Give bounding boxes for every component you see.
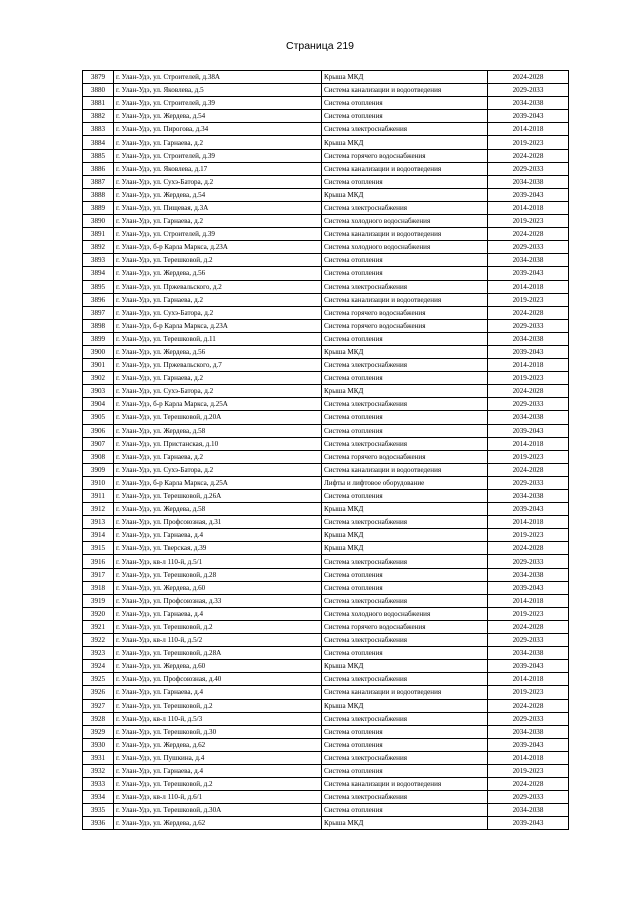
period-cell: 2014-2018	[488, 594, 569, 607]
address-cell: г. Улан-Удэ, ул. Жердева, д.54	[114, 110, 322, 123]
row-number: 3911	[83, 490, 114, 503]
row-number: 3930	[83, 738, 114, 751]
address-cell: г. Улан-Удэ, ул. Гарнаева, д.2	[114, 293, 322, 306]
period-cell: 2039-2043	[488, 738, 569, 751]
address-cell: г. Улан-Удэ, ул. Гарнаева, д.2	[114, 450, 322, 463]
table-row	[83, 241, 569, 254]
system-cell: Система электроснабжения	[322, 516, 488, 529]
address-cell: г. Улан-Удэ, ул. Тверская, д.39	[114, 542, 322, 555]
row-number: 3891	[83, 228, 114, 241]
system-cell: Система отопления	[322, 424, 488, 437]
address-cell: г. Улан-Удэ, ул. Жердева, д.62	[114, 817, 322, 830]
address-cell: г. Улан-Удэ, ул. Гарнаева, д.4	[114, 607, 322, 620]
row-number: 3892	[83, 241, 114, 254]
system-cell: Система канализации и водоотведения	[322, 228, 488, 241]
address-cell: г. Улан-Удэ, ул. Терешковой, д.2	[114, 778, 322, 791]
address-cell: г. Улан-Удэ, ул. Терешковой, д.2	[114, 620, 322, 633]
row-number: 3934	[83, 791, 114, 804]
address-cell: г. Улан-Удэ, ул. Терешковой, д.30	[114, 725, 322, 738]
page-title: Страница 219	[285, 40, 355, 52]
row-number: 3926	[83, 686, 114, 699]
row-number: 3898	[83, 319, 114, 332]
table-row	[83, 175, 569, 188]
address-cell: г. Улан-Удэ, б-р Карла Маркса, д.25А	[114, 398, 322, 411]
table-row	[83, 647, 569, 660]
row-number: 3932	[83, 764, 114, 777]
period-cell: 2034-2038	[488, 332, 569, 345]
address-cell: г. Улан-Удэ, ул. Гарнаева, д.2	[114, 136, 322, 149]
table-row	[83, 634, 569, 647]
table-row	[83, 332, 569, 345]
period-cell: 2029-2033	[488, 241, 569, 254]
row-number: 3899	[83, 332, 114, 345]
row-number: 3889	[83, 201, 114, 214]
address-cell: г. Улан-Удэ, ул. Яковлева, д.5	[114, 84, 322, 97]
row-number: 3915	[83, 542, 114, 555]
row-number: 3880	[83, 84, 114, 97]
system-cell: Лифты и лифтовое оборудование	[322, 476, 488, 489]
row-number: 3931	[83, 751, 114, 764]
table-row	[83, 84, 569, 97]
address-cell: г. Улан-Удэ, ул. Терешковой, д.28	[114, 568, 322, 581]
table-row	[83, 817, 569, 830]
address-cell: г. Улан-Удэ, ул. Гарнаева, д.2	[114, 372, 322, 385]
address-cell: г. Улан-Удэ, ул. Гарнаева, д.2	[114, 215, 322, 228]
system-cell: Система горячего водоснабжения	[322, 450, 488, 463]
table-row	[83, 542, 569, 555]
period-cell: 2039-2043	[488, 581, 569, 594]
table-row	[83, 136, 569, 149]
period-cell: 2034-2038	[488, 97, 569, 110]
period-cell: 2014-2018	[488, 359, 569, 372]
system-cell: Крыша МКД	[322, 136, 488, 149]
address-cell: г. Улан-Удэ, ул. Жердева, д.62	[114, 738, 322, 751]
system-cell: Система горячего водоснабжения	[322, 620, 488, 633]
table-row	[83, 319, 569, 332]
table-row	[83, 450, 569, 463]
table-row	[83, 607, 569, 620]
table-body	[83, 71, 569, 830]
system-cell: Система электроснабжения	[322, 555, 488, 568]
system-cell: Система отопления	[322, 411, 488, 424]
period-cell: 2039-2043	[488, 424, 569, 437]
row-number: 3903	[83, 385, 114, 398]
row-number: 3904	[83, 398, 114, 411]
period-cell: 2014-2018	[488, 516, 569, 529]
system-cell: Система электроснабжения	[322, 123, 488, 136]
system-cell: Система отопления	[322, 490, 488, 503]
table-row	[83, 503, 569, 516]
system-cell: Система горячего водоснабжения	[322, 149, 488, 162]
table-row	[83, 201, 569, 214]
table-row	[83, 686, 569, 699]
address-cell: г. Улан-Удэ, ул. Сухэ-Батора, д.2	[114, 463, 322, 476]
system-cell: Система холодного водоснабжения	[322, 241, 488, 254]
row-number: 3888	[83, 188, 114, 201]
row-number: 3893	[83, 254, 114, 267]
row-number: 3916	[83, 555, 114, 568]
system-cell: Крыша МКД	[322, 345, 488, 358]
system-cell: Крыша МКД	[322, 817, 488, 830]
system-cell: Система электроснабжения	[322, 594, 488, 607]
table-row	[83, 751, 569, 764]
row-number: 3921	[83, 620, 114, 633]
period-cell: 2034-2038	[488, 804, 569, 817]
table-row	[83, 490, 569, 503]
system-cell: Система отопления	[322, 332, 488, 345]
address-cell: г. Улан-Удэ, ул. Строителей, д.39	[114, 149, 322, 162]
period-cell: 2019-2023	[488, 686, 569, 699]
system-cell: Система отопления	[322, 804, 488, 817]
address-cell: г. Улан-Удэ, ул. Строителей, д.38А	[114, 71, 322, 84]
period-cell: 2019-2023	[488, 136, 569, 149]
system-cell: Система электроснабжения	[322, 359, 488, 372]
address-cell: г. Улан-Удэ, кв-л 110-й, д.5/2	[114, 634, 322, 647]
row-number: 3909	[83, 463, 114, 476]
table-row	[83, 188, 569, 201]
address-cell: г. Улан-Удэ, ул. Терешковой, д.2	[114, 699, 322, 712]
period-cell: 2039-2043	[488, 110, 569, 123]
period-cell: 2034-2038	[488, 254, 569, 267]
period-cell: 2024-2028	[488, 149, 569, 162]
address-cell: г. Улан-Удэ, ул. Жердева, д.60	[114, 660, 322, 673]
system-cell: Система канализации и водоотведения	[322, 84, 488, 97]
system-cell: Система электроснабжения	[322, 634, 488, 647]
period-cell: 2039-2043	[488, 503, 569, 516]
row-number: 3912	[83, 503, 114, 516]
row-number: 3883	[83, 123, 114, 136]
period-cell: 2024-2028	[488, 542, 569, 555]
period-cell: 2019-2023	[488, 607, 569, 620]
row-number: 3896	[83, 293, 114, 306]
address-cell: г. Улан-Удэ, ул. Гарнаева, д.4	[114, 529, 322, 542]
address-cell: г. Улан-Удэ, кв-л 110-й, д.5/3	[114, 712, 322, 725]
row-number: 3907	[83, 437, 114, 450]
address-cell: г. Улан-Удэ, ул. Профсоюзная, д.33	[114, 594, 322, 607]
row-number: 3879	[83, 71, 114, 84]
period-cell: 2029-2033	[488, 712, 569, 725]
table-row	[83, 555, 569, 568]
row-number: 3887	[83, 175, 114, 188]
period-cell: 2039-2043	[488, 188, 569, 201]
table-row	[83, 594, 569, 607]
address-cell: г. Улан-Удэ, ул. Гарнаева, д.4	[114, 686, 322, 699]
period-cell: 2024-2028	[488, 778, 569, 791]
table-row	[83, 778, 569, 791]
system-cell: Система канализации и водоотведения	[322, 162, 488, 175]
period-cell: 2039-2043	[488, 345, 569, 358]
row-number: 3927	[83, 699, 114, 712]
system-cell: Система отопления	[322, 581, 488, 594]
system-cell: Система отопления	[322, 738, 488, 751]
row-number: 3885	[83, 149, 114, 162]
address-cell: г. Улан-Удэ, ул. Пищевая, д.3А	[114, 201, 322, 214]
system-cell: Система отопления	[322, 764, 488, 777]
address-cell: г. Улан-Удэ, ул. Терешковой, д.30А	[114, 804, 322, 817]
period-cell: 2019-2023	[488, 215, 569, 228]
row-number: 3933	[83, 778, 114, 791]
row-number: 3922	[83, 634, 114, 647]
row-number: 3894	[83, 267, 114, 280]
system-cell: Система отопления	[322, 647, 488, 660]
row-number: 3902	[83, 372, 114, 385]
address-cell: г. Улан-Удэ, ул. Жердева, д.56	[114, 267, 322, 280]
address-cell: г. Улан-Удэ, ул. Строителей, д.39	[114, 228, 322, 241]
period-cell: 2039-2043	[488, 660, 569, 673]
system-cell: Крыша МКД	[322, 542, 488, 555]
table-row	[83, 280, 569, 293]
system-cell: Крыша МКД	[322, 71, 488, 84]
address-cell: г. Улан-Удэ, ул. Жердева, д.60	[114, 581, 322, 594]
system-cell: Система канализации и водоотведения	[322, 293, 488, 306]
table-row	[83, 699, 569, 712]
period-cell: 2029-2033	[488, 398, 569, 411]
system-cell: Система отопления	[322, 254, 488, 267]
system-cell: Система отопления	[322, 372, 488, 385]
table-row	[83, 215, 569, 228]
address-cell: г. Улан-Удэ, ул. Строителей, д.39	[114, 97, 322, 110]
period-cell: 2039-2043	[488, 267, 569, 280]
system-cell: Система отопления	[322, 97, 488, 110]
period-cell: 2034-2038	[488, 490, 569, 503]
period-cell: 2014-2018	[488, 673, 569, 686]
table-row	[83, 293, 569, 306]
row-number: 3908	[83, 450, 114, 463]
address-cell: г. Улан-Удэ, ул. Терешковой, д.28А	[114, 647, 322, 660]
period-cell: 2029-2033	[488, 84, 569, 97]
system-cell: Система отопления	[322, 568, 488, 581]
table-row	[83, 516, 569, 529]
address-cell: г. Улан-Удэ, ул. Пржевальского, д.7	[114, 359, 322, 372]
table-row	[83, 529, 569, 542]
system-cell: Система отопления	[322, 725, 488, 738]
period-cell: 2034-2038	[488, 647, 569, 660]
repair-schedule-table	[82, 70, 569, 830]
system-cell: Система электроснабжения	[322, 712, 488, 725]
table-row	[83, 306, 569, 319]
table-row	[83, 398, 569, 411]
period-cell: 2029-2033	[488, 162, 569, 175]
period-cell: 2019-2023	[488, 529, 569, 542]
row-number: 3913	[83, 516, 114, 529]
row-number: 3935	[83, 804, 114, 817]
table-row	[83, 568, 569, 581]
row-number: 3918	[83, 581, 114, 594]
address-cell: г. Улан-Удэ, ул. Терешковой, д.26А	[114, 490, 322, 503]
period-cell: 2034-2038	[488, 725, 569, 738]
address-cell: г. Улан-Удэ, ул. Пржевальского, д.2	[114, 280, 322, 293]
system-cell: Система электроснабжения	[322, 751, 488, 764]
table-row	[83, 372, 569, 385]
table-row	[83, 267, 569, 280]
address-cell: г. Улан-Удэ, б-р Карла Маркса, д.23А	[114, 319, 322, 332]
address-cell: г. Улан-Удэ, ул. Профсоюзная, д.40	[114, 673, 322, 686]
period-cell: 2019-2023	[488, 293, 569, 306]
row-number: 3882	[83, 110, 114, 123]
table-row	[83, 110, 569, 123]
address-cell: г. Улан-Удэ, ул. Терешковой, д.2	[114, 254, 322, 267]
system-cell: Система горячего водоснабжения	[322, 319, 488, 332]
system-cell: Система отопления	[322, 267, 488, 280]
row-number: 3906	[83, 424, 114, 437]
table-row	[83, 385, 569, 398]
row-number: 3910	[83, 476, 114, 489]
row-number: 3914	[83, 529, 114, 542]
row-number: 3923	[83, 647, 114, 660]
system-cell: Система канализации и водоотведения	[322, 778, 488, 791]
row-number: 3886	[83, 162, 114, 175]
row-number: 3936	[83, 817, 114, 830]
address-cell: г. Улан-Удэ, б-р Карла Маркса, д.25А	[114, 476, 322, 489]
table-row	[83, 149, 569, 162]
address-cell: г. Улан-Удэ, ул. Жердева, д.58	[114, 503, 322, 516]
address-cell: г. Улан-Удэ, ул. Жердева, д.54	[114, 188, 322, 201]
row-number: 3895	[83, 280, 114, 293]
system-cell: Система отопления	[322, 175, 488, 188]
system-cell: Система электроснабжения	[322, 673, 488, 686]
table-row	[83, 424, 569, 437]
system-cell: Крыша МКД	[322, 503, 488, 516]
row-number: 3925	[83, 673, 114, 686]
table-row	[83, 476, 569, 489]
address-cell: г. Улан-Удэ, ул. Пушкина, д.4	[114, 751, 322, 764]
table-row	[83, 359, 569, 372]
period-cell: 2019-2023	[488, 372, 569, 385]
system-cell: Крыша МКД	[322, 529, 488, 542]
table-row	[83, 725, 569, 738]
table-row	[83, 437, 569, 450]
period-cell: 2024-2028	[488, 699, 569, 712]
period-cell: 2029-2033	[488, 555, 569, 568]
address-cell: г. Улан-Удэ, ул. Пирогова, д.34	[114, 123, 322, 136]
table-row	[83, 620, 569, 633]
table-row	[83, 673, 569, 686]
period-cell: 2024-2028	[488, 228, 569, 241]
row-number: 3920	[83, 607, 114, 620]
row-number: 3919	[83, 594, 114, 607]
row-number: 3924	[83, 660, 114, 673]
row-number: 3917	[83, 568, 114, 581]
address-cell: г. Улан-Удэ, кв-л 110-й, д.6/1	[114, 791, 322, 804]
period-cell: 2034-2038	[488, 175, 569, 188]
system-cell: Крыша МКД	[322, 699, 488, 712]
address-cell: г. Улан-Удэ, ул. Пристанская, д.10	[114, 437, 322, 450]
address-cell: г. Улан-Удэ, ул. Сухэ-Батора, д.2	[114, 175, 322, 188]
system-cell: Система горячего водоснабжения	[322, 306, 488, 319]
period-cell: 2014-2018	[488, 123, 569, 136]
address-cell: г. Улан-Удэ, ул. Терешковой, д.11	[114, 332, 322, 345]
period-cell: 2014-2018	[488, 280, 569, 293]
address-cell: г. Улан-Удэ, ул. Профсоюзная, д.31	[114, 516, 322, 529]
system-cell: Система холодного водоснабжения	[322, 607, 488, 620]
table-row	[83, 738, 569, 751]
period-cell: 2024-2028	[488, 385, 569, 398]
address-cell: г. Улан-Удэ, ул. Терешковой, д.20А	[114, 411, 322, 424]
period-cell: 2024-2028	[488, 620, 569, 633]
address-cell: г. Улан-Удэ, ул. Жердева, д.56	[114, 345, 322, 358]
period-cell: 2014-2018	[488, 201, 569, 214]
period-cell: 2029-2033	[488, 634, 569, 647]
table-row	[83, 463, 569, 476]
row-number: 3881	[83, 97, 114, 110]
address-cell: г. Улан-Удэ, ул. Сухэ-Батора, д.2	[114, 385, 322, 398]
period-cell: 2039-2043	[488, 817, 569, 830]
table-row	[83, 791, 569, 804]
table-row	[83, 804, 569, 817]
row-number: 3890	[83, 215, 114, 228]
table-row	[83, 345, 569, 358]
system-cell: Система канализации и водоотведения	[322, 686, 488, 699]
system-cell: Система канализации и водоотведения	[322, 463, 488, 476]
system-cell: Крыша МКД	[322, 188, 488, 201]
period-cell: 2024-2028	[488, 463, 569, 476]
system-cell: Система электроснабжения	[322, 437, 488, 450]
row-number: 3897	[83, 306, 114, 319]
row-number: 3905	[83, 411, 114, 424]
system-cell: Система электроснабжения	[322, 280, 488, 293]
table-row	[83, 162, 569, 175]
system-cell: Крыша МКД	[322, 660, 488, 673]
period-cell: 2014-2018	[488, 437, 569, 450]
table-row	[83, 660, 569, 673]
table-row	[83, 71, 569, 84]
period-cell: 2019-2023	[488, 450, 569, 463]
system-cell: Крыша МКД	[322, 385, 488, 398]
row-number: 3884	[83, 136, 114, 149]
address-cell: г. Улан-Удэ, ул. Гарнаева, д.4	[114, 764, 322, 777]
system-cell: Система отопления	[322, 110, 488, 123]
address-cell: г. Улан-Удэ, б-р Карла Маркса, д.23А	[114, 241, 322, 254]
period-cell: 2034-2038	[488, 411, 569, 424]
period-cell: 2034-2038	[488, 568, 569, 581]
row-number: 3928	[83, 712, 114, 725]
row-number: 3900	[83, 345, 114, 358]
table-row	[83, 97, 569, 110]
period-cell: 2014-2018	[488, 751, 569, 764]
address-cell: г. Улан-Удэ, ул. Жердева, д.58	[114, 424, 322, 437]
table-row	[83, 411, 569, 424]
table-row	[83, 581, 569, 594]
row-number: 3929	[83, 725, 114, 738]
table-row	[83, 228, 569, 241]
table-row	[83, 764, 569, 777]
address-cell: г. Улан-Удэ, ул. Сухэ-Батора, д.2	[114, 306, 322, 319]
period-cell: 2019-2023	[488, 764, 569, 777]
period-cell: 2029-2033	[488, 476, 569, 489]
table-row	[83, 123, 569, 136]
period-cell: 2029-2033	[488, 791, 569, 804]
table-row	[83, 254, 569, 267]
system-cell: Система холодного водоснабжения	[322, 215, 488, 228]
row-number: 3901	[83, 359, 114, 372]
address-cell: г. Улан-Удэ, кв-л 110-й, д.5/1	[114, 555, 322, 568]
system-cell: Система электроснабжения	[322, 791, 488, 804]
period-cell: 2024-2028	[488, 71, 569, 84]
period-cell: 2029-2033	[488, 319, 569, 332]
address-cell: г. Улан-Удэ, ул. Яковлева, д.17	[114, 162, 322, 175]
table-row	[83, 712, 569, 725]
system-cell: Система электроснабжения	[322, 201, 488, 214]
system-cell: Система электроснабжения	[322, 398, 488, 411]
period-cell: 2024-2028	[488, 306, 569, 319]
